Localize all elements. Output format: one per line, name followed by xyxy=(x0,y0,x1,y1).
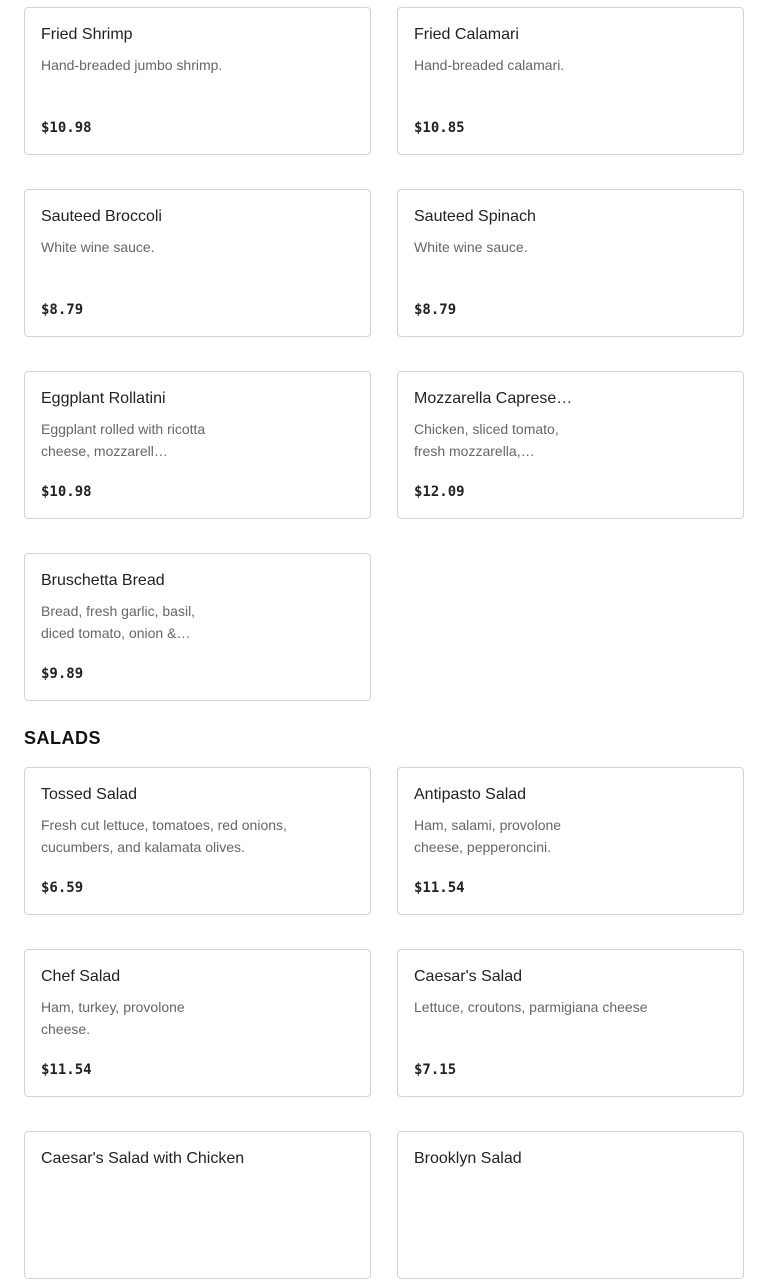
item-description: White wine sauce. xyxy=(414,239,528,255)
item-price: $7.15 xyxy=(414,1062,457,1078)
item-price: $10.98 xyxy=(41,120,92,136)
menu-item-card-fried-calamari[interactable] xyxy=(397,7,744,155)
item-description: Ham, salami, provolone cheese, pepperoncini. xyxy=(414,817,562,855)
item-name: Antipasto Salad xyxy=(414,786,527,803)
menu-item-card-fried-shrimp[interactable] xyxy=(24,7,371,155)
item-name: Fried Shrimp xyxy=(41,26,133,43)
item-name: Fried Calamari xyxy=(414,26,519,43)
item-price: $10.85 xyxy=(414,120,465,136)
item-description: Ham, turkey, provolone cheese. xyxy=(41,999,185,1037)
item-name: Eggplant Rollatini xyxy=(41,390,166,407)
item-description: Hand-breaded calamari. xyxy=(414,57,565,73)
menu-item-card-sauteed-broccoli[interactable] xyxy=(24,189,371,337)
menu-item-card-caesars-salad[interactable] xyxy=(397,949,744,1097)
item-name: Sauteed Spinach xyxy=(414,208,536,225)
item-description: Fresh cut lettuce, tomatoes, red onions, cucumbers, and kalamata olives. xyxy=(41,817,287,855)
item-name: Chef Salad xyxy=(41,968,121,985)
menu-item-card-chef-salad[interactable] xyxy=(24,949,371,1097)
item-price: $11.54 xyxy=(414,880,465,896)
item-price: $9.89 xyxy=(41,666,84,682)
item-description: Bread, fresh garlic, basil, diced tomato, onion &… xyxy=(41,603,196,641)
item-price: $8.79 xyxy=(41,302,84,318)
item-price: $10.98 xyxy=(41,484,92,500)
menu-item-card-brooklyn-salad[interactable] xyxy=(397,1131,744,1279)
menu-item-card-eggplant-rollatini[interactable] xyxy=(24,371,371,519)
item-name: Brooklyn Salad xyxy=(414,1150,522,1167)
item-description: White wine sauce. xyxy=(41,239,155,255)
item-description: Chicken, sliced tomato, fresh mozzarella,… xyxy=(414,421,559,459)
menu-item-card-tossed-salad[interactable] xyxy=(24,767,371,915)
item-name: Caesar's Salad xyxy=(414,968,522,985)
item-price: $12.09 xyxy=(414,484,465,500)
item-description: Eggplant rolled with ricotta cheese, mozzarell… xyxy=(41,421,206,459)
item-name: Caesar's Salad with Chicken xyxy=(41,1150,245,1167)
item-description: Lettuce, croutons, parmigiana cheese xyxy=(414,999,648,1015)
item-name: Tossed Salad xyxy=(41,786,138,803)
menu-item-card-bruschetta-bread[interactable] xyxy=(24,553,371,701)
item-price: $11.54 xyxy=(41,1062,92,1078)
menu-item-card-caesars-salad-with-chicken[interactable] xyxy=(24,1131,371,1279)
item-name: Sauteed Broccoli xyxy=(41,208,162,225)
menu-item-card-sauteed-spinach[interactable] xyxy=(397,189,744,337)
item-description: Hand-breaded jumbo shrimp. xyxy=(41,57,223,73)
item-name: Bruschetta Bread xyxy=(41,572,165,589)
menu-item-card-mozzarella-caprese[interactable] xyxy=(397,371,744,519)
item-price: $6.59 xyxy=(41,880,84,896)
section-heading-salads: SALADS xyxy=(24,728,102,748)
item-price: $8.79 xyxy=(414,302,457,318)
item-name: Mozzarella Caprese… xyxy=(414,390,573,407)
menu-item-card-antipasto-salad[interactable] xyxy=(397,767,744,915)
